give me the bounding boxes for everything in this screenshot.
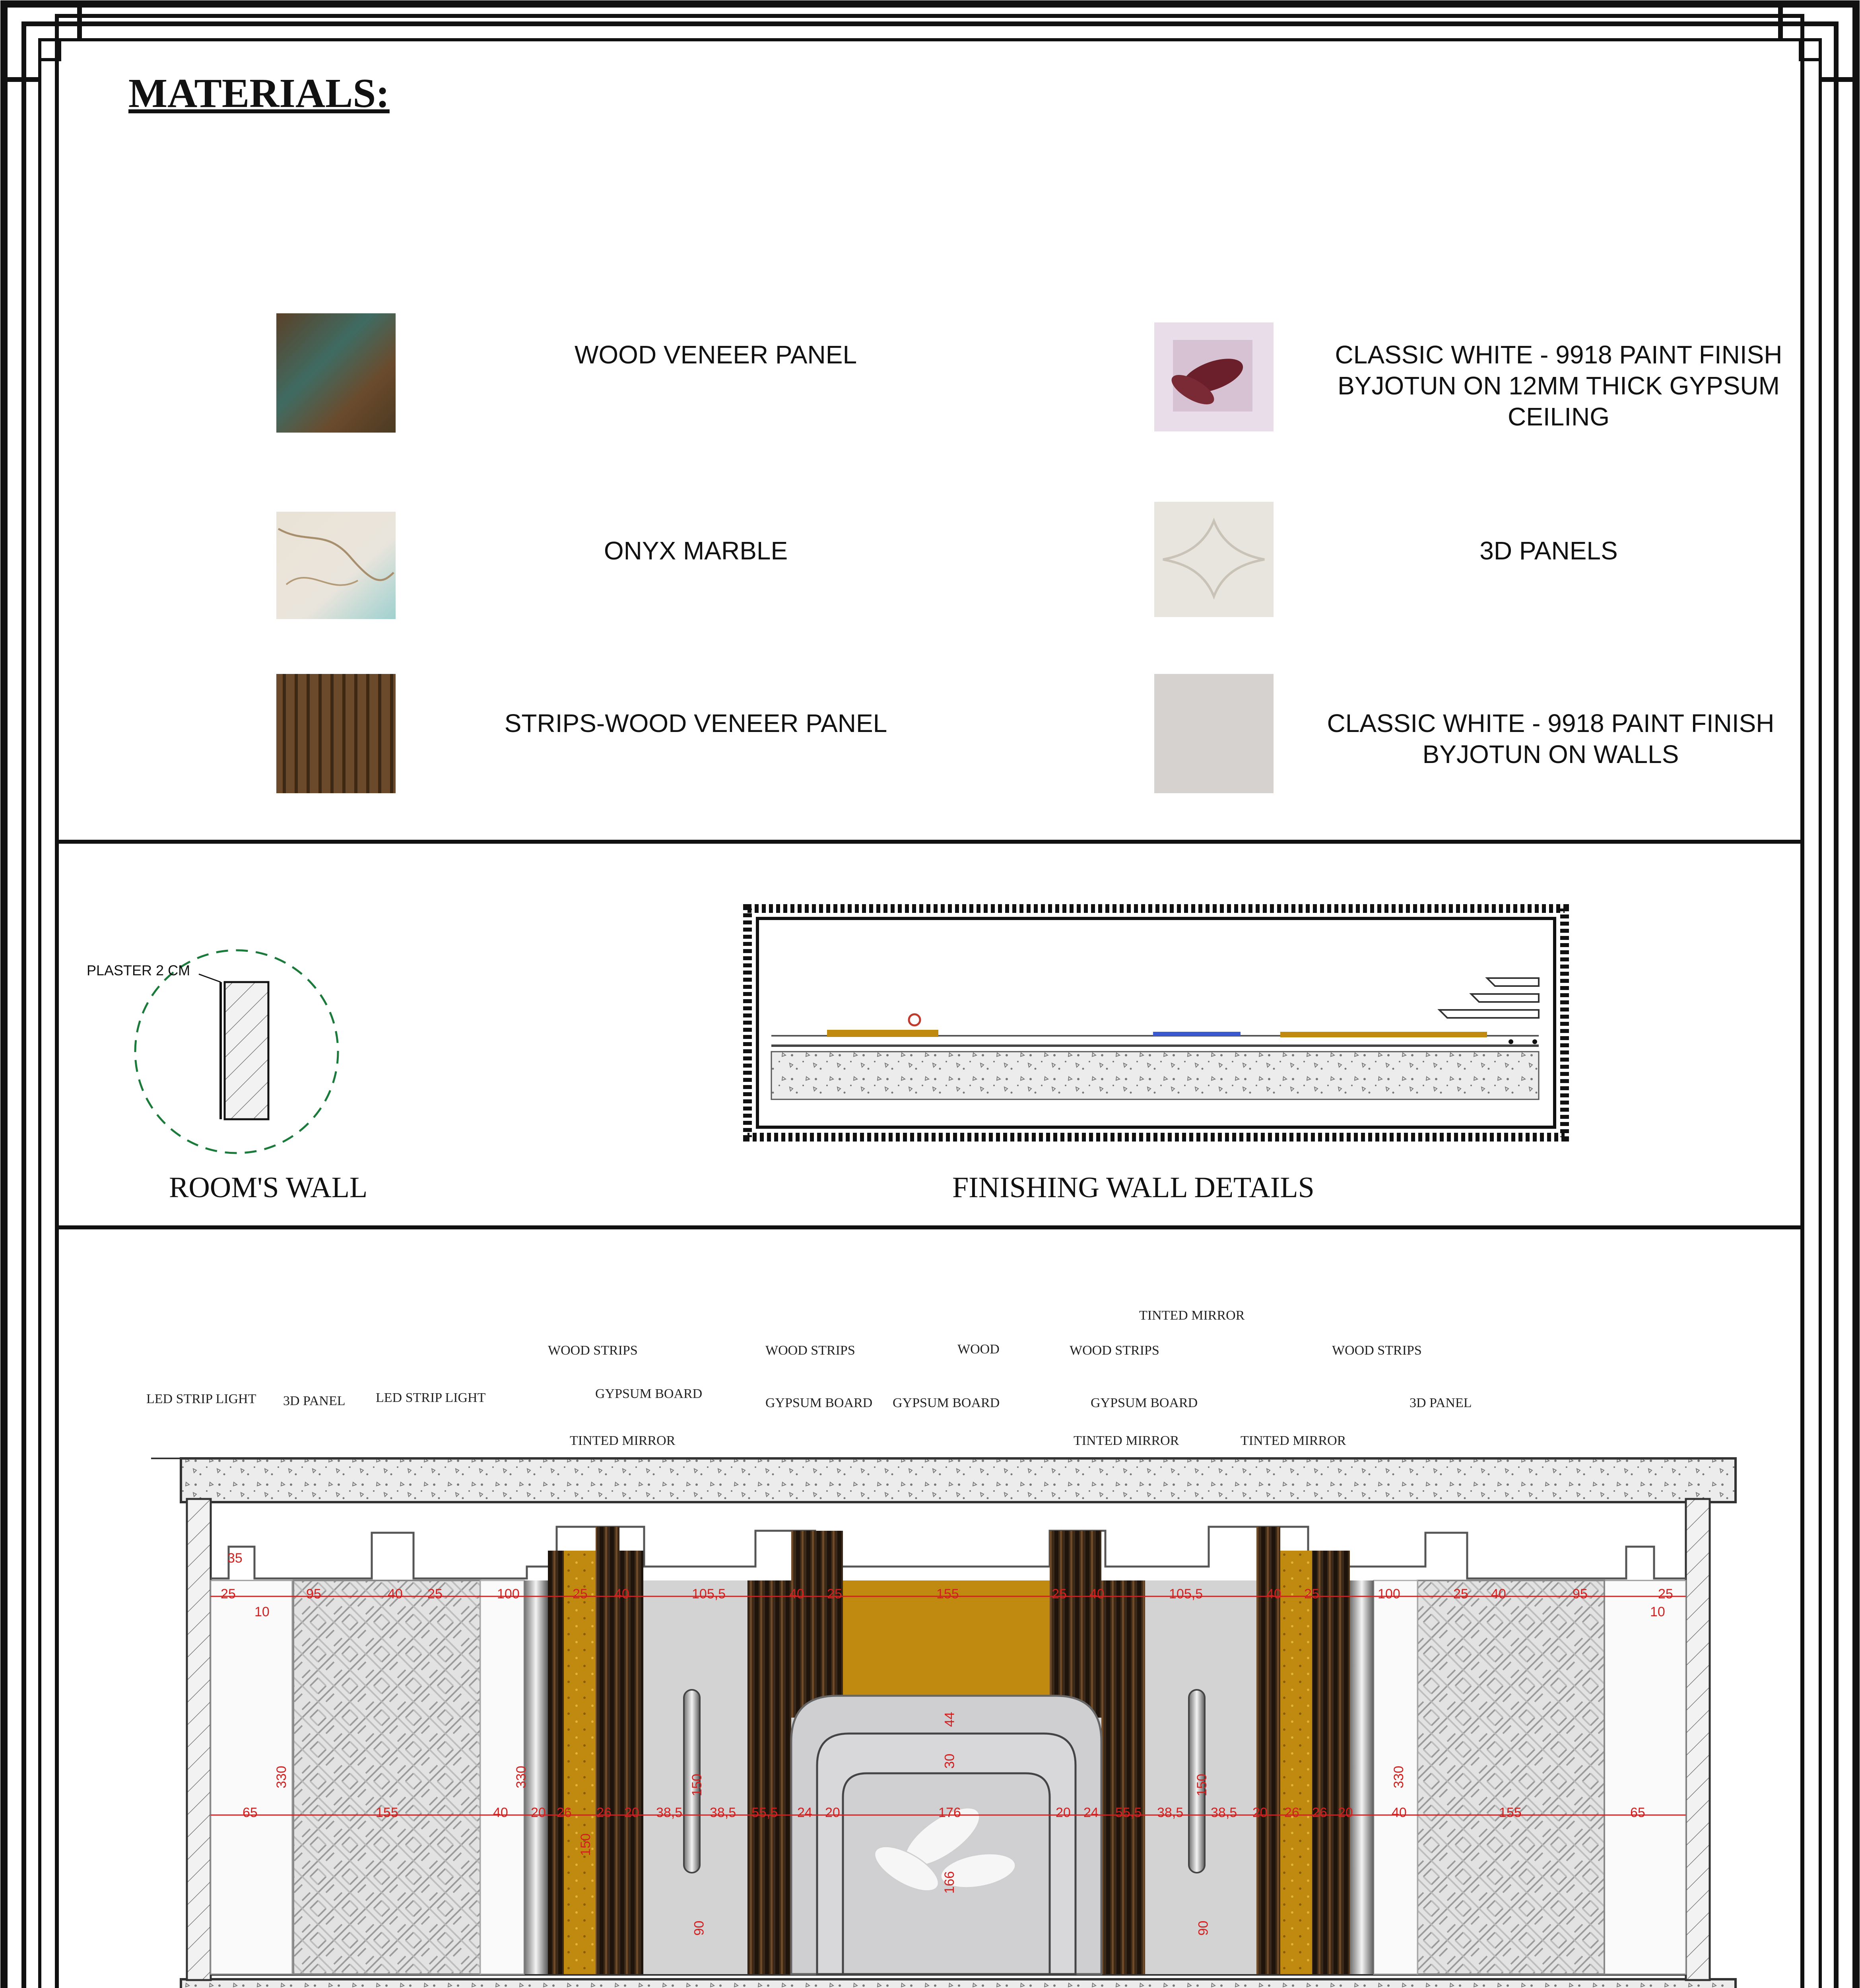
finishing-wall-caption: FINISHING WALL DETAILS: [952, 1171, 1314, 1204]
dim-label-vertical: 330: [274, 1766, 289, 1788]
dim-label: 20: [624, 1805, 639, 1820]
dim-label: 40: [614, 1586, 629, 1602]
dim-label: 40: [1089, 1586, 1105, 1602]
dim-label-vertical: 90: [691, 1920, 707, 1936]
dim-label-vertical: 330: [513, 1766, 529, 1788]
dim-label: 40: [1491, 1586, 1506, 1602]
dim-label: 38,5: [710, 1805, 736, 1820]
dim-label: 20: [1056, 1805, 1071, 1820]
dim-label: 105,5: [1169, 1586, 1203, 1602]
dim-label: 105,5: [692, 1586, 726, 1602]
finishing-wall-detail: [747, 909, 1565, 1137]
callout-3d-panel-left: 3D PANEL: [283, 1394, 346, 1408]
swatch-gypsum-ceiling: [1154, 322, 1274, 431]
dim-label: 95: [306, 1586, 321, 1602]
swatch-strips-wood: [276, 674, 396, 793]
callout-wood-strips-4: WOOD STRIPS: [1332, 1343, 1422, 1358]
dim-label-vertical: 330: [1391, 1766, 1406, 1788]
dim-label: 25: [427, 1586, 443, 1602]
dim-label: 155: [376, 1805, 398, 1820]
callout-wood-strips-2: WOOD STRIPS: [765, 1343, 855, 1358]
dim-label: 38,5: [1157, 1805, 1184, 1820]
dim-label: 25: [1658, 1586, 1673, 1602]
dim-label: 155: [936, 1586, 959, 1602]
dim-label: 40: [1392, 1805, 1407, 1820]
material-label-white-wall: CLASSIC WHITE - 9918 PAINT FINISH BYJOTUN ON WALLS: [1327, 709, 1775, 769]
dim-label: 100: [497, 1586, 520, 1602]
callout-led-strip-left: LED STRIP LIGHT: [146, 1392, 256, 1406]
dim-label-vertical: 150: [1194, 1774, 1210, 1796]
dim-label: 25: [573, 1586, 588, 1602]
callout-tinted-mirror-top: TINTED MIRROR: [1139, 1308, 1245, 1323]
dim-label: 25: [1052, 1586, 1067, 1602]
material-label-gypsum-ceiling: CLASSIC WHITE - 9918 PAINT FINISH BYJOTUN ON 12MM THICK GYPSUM CEILING: [1335, 340, 1782, 431]
dim-label: 100: [1378, 1586, 1400, 1602]
dim-label: 26: [557, 1805, 572, 1820]
dim-label: 65: [243, 1805, 258, 1820]
callout-wood-strips-1: WOOD STRIPS: [548, 1343, 638, 1358]
dim-label: 38,5: [1211, 1805, 1237, 1820]
dim-label-vertical: 90: [1196, 1920, 1211, 1936]
callout-wood: WOOD: [957, 1342, 1000, 1357]
callout-tinted-mirror-1: TINTED MIRROR: [570, 1433, 676, 1448]
dim-label: 26: [1284, 1805, 1299, 1820]
dim-label: 26: [1312, 1805, 1327, 1820]
dim-label: 20: [1338, 1805, 1353, 1820]
materials-heading: MATERIALS:: [128, 70, 390, 116]
dim-label: 25: [1304, 1586, 1319, 1602]
swatch-onyx-marble: [276, 512, 396, 619]
dim-label-vertical: 150: [578, 1833, 593, 1856]
dim-label-vertical: 166: [942, 1871, 957, 1894]
rooms-wall-caption: ROOM'S WALL: [169, 1171, 368, 1204]
dim-label: 55,5: [751, 1805, 778, 1820]
callout-led-strip-mid: LED STRIP LIGHT: [376, 1390, 486, 1405]
dim-label: 25: [827, 1586, 842, 1602]
dim-label: 10: [1650, 1604, 1665, 1619]
dim-label: 10: [254, 1604, 270, 1619]
callout-tinted-mirror-3: TINTED MIRROR: [1241, 1433, 1346, 1448]
dim-label: 40: [789, 1586, 804, 1602]
swatch-wood-veneer: [276, 313, 396, 433]
dim-label: 155: [1499, 1805, 1522, 1820]
dim-label: 35: [227, 1551, 243, 1566]
swatch-white-wall: [1154, 674, 1274, 793]
material-label-strips-wood: STRIPS-WOOD VENEER PANEL: [504, 709, 887, 738]
dim-label: 24: [797, 1805, 812, 1820]
dim-label: 55,5: [1115, 1805, 1142, 1820]
dim-label: 26: [596, 1805, 612, 1820]
dim-label: 65: [1630, 1805, 1645, 1820]
callout-gypsum-board-1: GYPSUM BOARD: [595, 1386, 703, 1401]
dim-label: 40: [493, 1805, 508, 1820]
callout-gypsum-board-2: GYPSUM BOARD: [765, 1396, 873, 1410]
swatch-3d-panel: [1154, 502, 1274, 617]
callout-tinted-mirror-2: TINTED MIRROR: [1074, 1433, 1179, 1448]
dim-label: 20: [531, 1805, 546, 1820]
plaster-label: PLASTER 2 CM: [87, 962, 190, 978]
material-label-3d-panels: 3D PANELS: [1479, 536, 1618, 565]
dim-label-vertical: 44: [942, 1712, 957, 1727]
dim-label: 20: [825, 1805, 840, 1820]
material-label-onyx-marble: ONYX MARBLE: [604, 536, 788, 565]
dim-label: 40: [388, 1586, 403, 1602]
dim-label: 95: [1573, 1586, 1588, 1602]
rooms-wall-detail: [135, 950, 338, 1153]
dim-label-vertical: 150: [689, 1774, 705, 1796]
dim-label: 25: [1453, 1586, 1468, 1602]
callout-wood-strips-3: WOOD STRIPS: [1070, 1343, 1159, 1358]
callout-gypsum-board-4: GYPSUM BOARD: [1091, 1396, 1198, 1410]
dim-label: 38,5: [656, 1805, 683, 1820]
dim-label-vertical: 30: [942, 1753, 957, 1769]
dim-label: 176: [938, 1805, 961, 1820]
callout-3d-panel-right: 3D PANEL: [1410, 1396, 1472, 1410]
material-label-wood-veneer: WOOD VENEER PANEL: [574, 340, 857, 369]
dim-label: 40: [1266, 1586, 1281, 1602]
dim-label: 25: [221, 1586, 236, 1602]
dim-label: 24: [1083, 1805, 1099, 1820]
callout-gypsum-board-3: GYPSUM BOARD: [893, 1396, 1000, 1410]
dim-label: 20: [1252, 1805, 1268, 1820]
